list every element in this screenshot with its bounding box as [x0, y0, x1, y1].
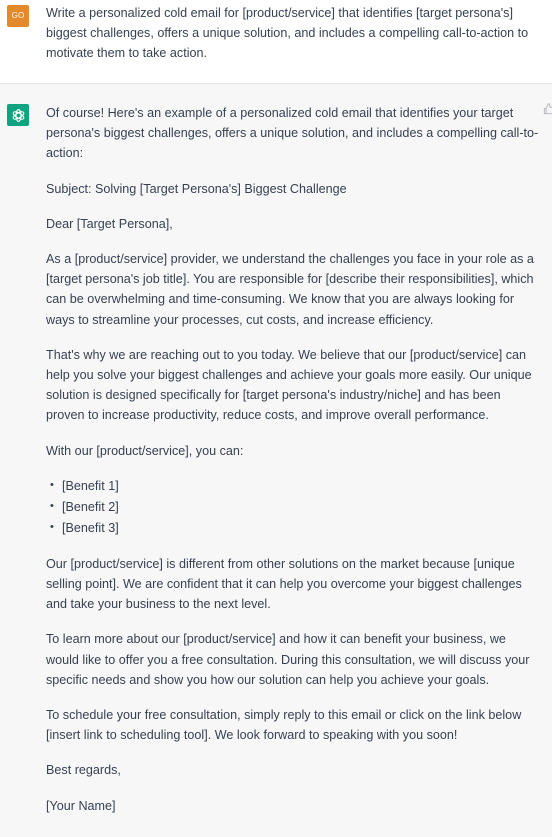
user-message-row: [0, 0, 552, 84]
email-subject: Subject: Solving [Target Persona's] Biggest Challenge: [46, 181, 347, 196]
assistant-message-row: [0, 84, 552, 837]
assistant-paragraph: Our [product/service] is different from other solutions on the market because [unique selling point]. We are confident that it can help you overcome your biggest challenges and take your business to the next level.: [46, 556, 522, 612]
assistant-message: [46, 103, 540, 831]
assistant-paragraph: That's why we are reaching out to you today. We believe that our [product/service] can help you solve your biggest challenges and achieve your goals more easily. Our unique solution is designed specifically for [target persona's industry/niche] and has been proven to increase productivity, reduce costs, and improve overall performance.: [46, 347, 532, 423]
user-avatar-initials: GO: [11, 11, 25, 20]
list-item: • [Benefit 1]: [46, 476, 540, 497]
openai-logo-icon: [11, 108, 26, 123]
assistant-avatar: [7, 104, 29, 126]
email-greeting: Dear [Target Persona],: [46, 216, 173, 231]
assistant-paragraph: Of course! Here's an example of a personalized cold email that identifies your target persona's biggest challenges, offers a unique solution, and includes a compelling call-to-action:: [46, 106, 539, 161]
thumbs-up-icon[interactable]: [542, 102, 552, 116]
benefits-list: [46, 476, 540, 539]
list-item: • [Benefit 3]: [46, 518, 540, 539]
email-signature: [Your Name]: [46, 798, 116, 813]
user-message: [46, 3, 540, 79]
assistant-paragraph: As a [product/service] provider, we understand the challenges you face in your role as a [target persona's job title]. You are responsible for [describe their responsibilities], which can be overwhelming and time-consuming. We know that you are always looking for ways to streamline your processes, cut costs, and increase efficiency.: [46, 252, 534, 327]
user-message-text: Write a personalized cold email for [product/service] that identifies [target persona's] biggest challenges, offers a unique solution, and includes a compelling call-to-action to motivate them to take action.: [46, 6, 529, 61]
assistant-paragraph: To schedule your free consultation, simply reply to this email or click on the link below [insert link to scheduling tool]. We look forward to speaking with you soon!: [46, 708, 522, 743]
list-item: • [Benefit 2]: [46, 497, 540, 518]
assistant-paragraph: To learn more about our [product/service] and how it can benefit your business, we would like to offer you a free consultation. During this consultation, we will discuss your specific needs and show you how our solution can help you achieve your goals.: [46, 632, 530, 687]
email-signoff: Best regards,: [46, 763, 121, 778]
assistant-paragraph: With our [product/service], you can:: [46, 443, 244, 458]
user-avatar: [7, 5, 29, 27]
